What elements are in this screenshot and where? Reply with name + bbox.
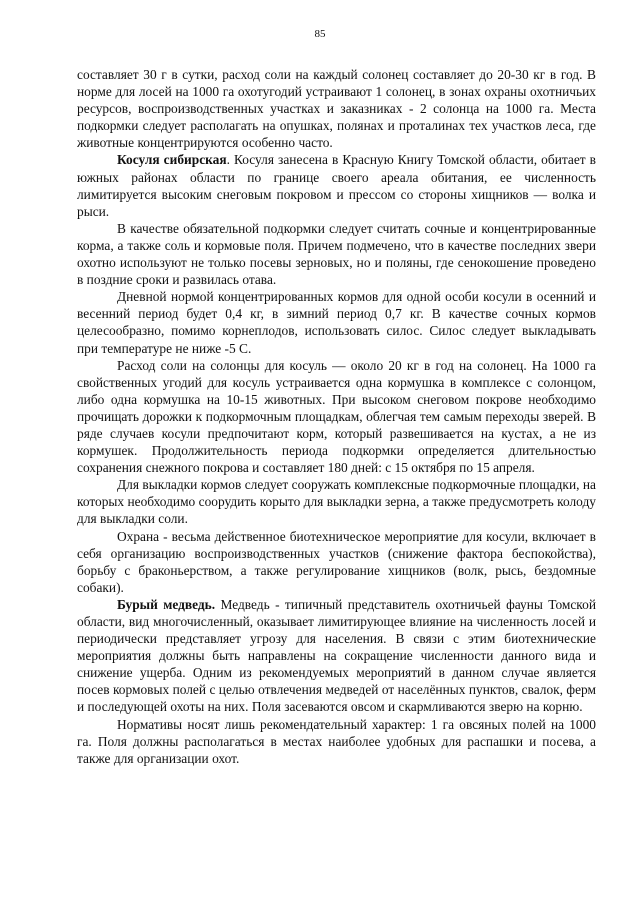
- section-heading-roe-deer: Косуля сибирская: [117, 152, 227, 168]
- section-heading-brown-bear: Бурый медведь.: [117, 596, 216, 612]
- paragraph-protection: [77, 528, 596, 596]
- paragraph-text: В качестве обязательной подкормки следует считать сочные и концентрированные корма, а также соль и кормовые поля. Причем подмечено, что в качестве последних звери охотно используют не только посевы зерновых, но и поляны, где сенокошение проведено в поздние сроки и развилась отава.: [77, 220, 596, 288]
- paragraph-feeding-grounds: [77, 476, 596, 527]
- paragraph-daily-norm: [77, 288, 596, 356]
- paragraph-elk-feeding: [77, 66, 596, 151]
- body-text: [77, 66, 596, 767]
- paragraph-text: Охрана - весьма действенное биотехническое мероприятие для косули, включает в себя организацию воспроизводственных участков (снижение фактора беспокойства), борьбу с браконьерством, а также регулирование хищников (волк, рысь, бездомные собаки).: [77, 528, 596, 595]
- paragraph-salt-consumption: [77, 357, 596, 477]
- paragraph-roe-deer-intro: [77, 151, 596, 219]
- paragraph-text: Дневной нормой концентрированных кормов для одной особи косули в осенний и весенний период будет 0,4 кг, в зимний период 0,7 кг. В качестве сочных кормов целесообразно, помимо корнеплодов, использовать силос. Силос следует выкладывать при температуре не ниже -5 С.: [77, 289, 596, 356]
- paragraph-text: Для выкладки кормов следует сооружать комплексные подкормочные площадки, на которых необходимо соорудить корыто для выкладки зерна, а также предусмотреть колоду для выкладки соли.: [77, 477, 596, 527]
- paragraph-mandatory-feeding: [77, 220, 596, 288]
- paragraph-text: Медведь - типичный представитель охотничьей фауны Томской области, вид многочисленный, оказывает лимитирующее влияние на численность лосей и периодически представляет угрозу для населения. В связи с этим биотехнические мероприятия должны быть направлены на сокращение численности данного вида и снижение ущерба. Одним из рекомендуемых мероприятий в данном случае является посев кормовых полей с целью отвлечения медведей от населённых пунктов, свалок, ферм и последующей охоты на них. Поля засеваются овсом и скармливаются зверю на корню.: [77, 596, 596, 715]
- paragraph-text: Нормативы носят лишь рекомендательный характер: 1 га овсяных полей на 1000 га. Поля должны располагаться в местах наиболее удобных для распашки и посева, а также для организации охот.: [77, 716, 596, 766]
- paragraph-text: Расход соли на солонцы для косуль — около 20 кг в год на солонец. На 1000 га свойственных угодий для косуль устраивается одна кормушка в комплексе с солонцом, либо одна кормушка на 10-15 животных. При высоком снеговом покрове необходимо прочищать дорожки к подкормочным площадкам, облегчая тем самым переходы зверей. В ряде случаев косули предпочитают корм, который развешивается на кустах, а не из кормушек. Продолжительность периода подкормки определяется длительностью сохранения снежного покрова и составляет 180 дней: с 15 октября по 15 апреля.: [77, 357, 596, 476]
- paragraph-norms: [77, 716, 596, 767]
- paragraph-text: . Косуля занесена в Красную Книгу Томской области, обитает в южных районах области по границе своего ареала обитания, ее численность лимитируется высоким снеговым покровом и прессом со стороны хищников — волка и рыси.: [77, 152, 596, 219]
- paragraph-brown-bear: [77, 596, 596, 716]
- page-number: 85: [314, 28, 326, 40]
- paragraph-text: составляет 30 г в сутки, расход соли на каждый солонец составляет до 20-30 кг в год. В норме для лосей на 1000 га охотугодий устраивают 1 солонец, в зонах охраны охотничьих ресурсов, воспроизводственных участках и заказниках - 2 солонца на 1000 га. Места подкормки следует располагать на опушках, полянах и проталинах тех участков леса, где животные концентрируются особенно часто.: [77, 67, 596, 151]
